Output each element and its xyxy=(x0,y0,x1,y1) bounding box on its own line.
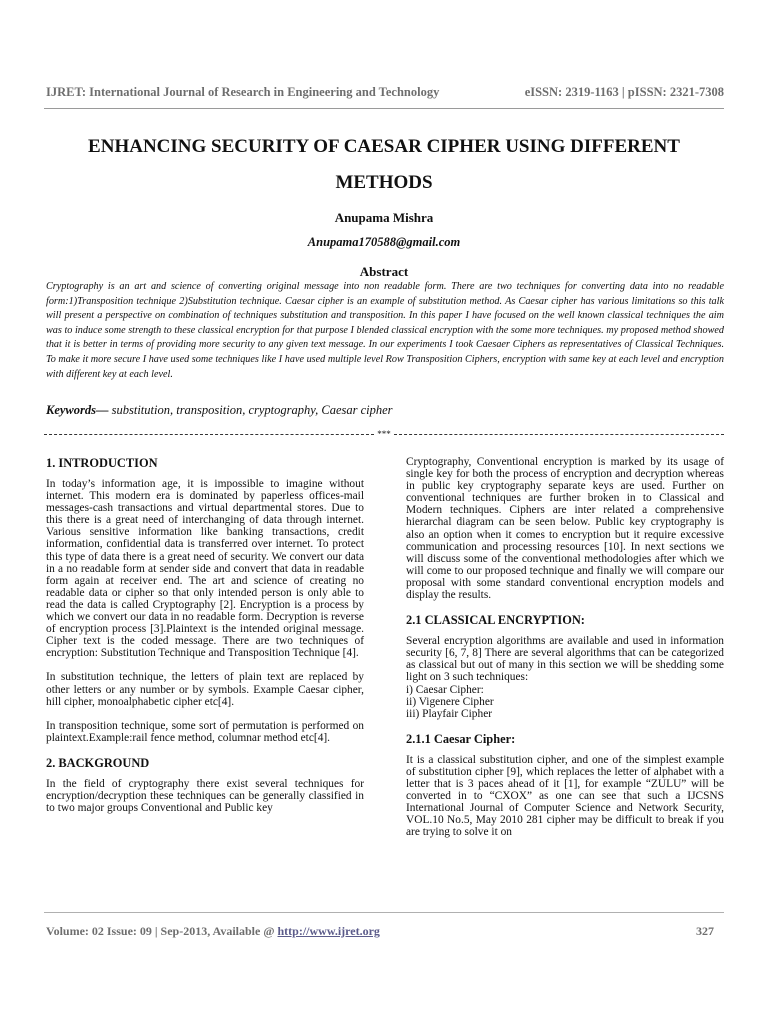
journal-website-link[interactable]: http://www.ijret.org xyxy=(277,924,380,938)
caesar-cipher-heading: 2.1.1 Caesar Cipher: xyxy=(406,731,516,746)
list-item-vigenere: ii) Vigenere Cipher xyxy=(406,695,494,708)
paper-title: ENHANCING SECURITY OF CAESAR CIPHER USING DIFFERENT METHODS xyxy=(88,136,680,193)
list-item-caesar: i) Caesar Cipher: xyxy=(406,683,484,696)
classical-encryption-heading: 2.1 CLASSICAL ENCRYPTION: xyxy=(406,613,585,628)
footer-volume-text: Volume: 02 Issue: 09 | Sep-2013, Available @ xyxy=(46,924,275,938)
keywords-label: Keywords— xyxy=(46,403,109,417)
separator-mark: *** xyxy=(377,429,391,439)
author-email: Anupama170588@gmail.com xyxy=(307,235,461,249)
left-column xyxy=(46,456,364,814)
right-column xyxy=(406,456,724,838)
section-separator xyxy=(44,427,724,441)
introduction-paragraph-1: In today’s information age, it is impossible to imagine without internet. This modern era is dominated by paperless offices-mail messages-cash transactions and virtual departmental stores. Due to this there is a great need of interchanging of data through internet. Various sensitive information like banking transactions, credit information, confidential data is transferred over internet. To protect this type of data there is a great need of security. We convert our data in a no readable form at sender side and convert that data in readable form again at receiver end. The art and science of creating no readable data or cipher so that only intended person is only able to read the data is called Cryptography [2]. Encryption is a process by which we convert our data in no readable form. Decryption is reverse of encryption process [3].Plaintext is the intended original message. Cipher text is the coded message. There are two techniques of encryption: Substitution Technique and Transposition Technique [4]. xyxy=(46,478,364,660)
running-header xyxy=(46,85,724,100)
header-divider xyxy=(44,108,724,109)
separator-dash-right xyxy=(394,434,724,435)
introduction-paragraph-2: In substitution technique, the letters of plain text are replaced by other letters or any number or by symbols. Example Caesar cipher, hill cipher, monoalphabetic cipher etc[4]. xyxy=(46,671,364,708)
introduction-heading: 1. INTRODUCTION xyxy=(46,456,158,470)
separator-dash-left xyxy=(44,434,374,435)
background-paragraph-continued: Cryptography, Conventional encryption is marked by its usage of single key for both the process of encryption and decryption whereas in public key cryptography separate keys are used. Further on conventional techniques are further broken in to Classical and Modern techniques. Ciphers are inter related a comprehensive hierarchal diagram can be seen below. Public key cryptography is also an option when it comes to encryption but it require excessive communication and processing resources [10]. In next sections we will discuss some of the conventional methodologies after which we will come to our proposed technique and finally we will compare our proposal with some standard conventional encryption models and display the results. xyxy=(406,456,724,602)
issn-info: eISSN: 2319-1163 | pISSN: 2321-7308 xyxy=(524,85,724,99)
footer-divider xyxy=(44,912,724,913)
keywords-text: substitution, transposition, cryptography, Caesar cipher xyxy=(111,403,393,417)
caesar-cipher-paragraph: It is a classical substitution cipher, and one of the simplest example of substitution cipher [9], which replaces the letter of alphabet with a letter that is 3 paces ahead of it [1], for example “ZULU” will be converted in to “CXOX” as one can see that such a IJCSNS International Journal of Computer Science and Network Security, VOL.10 No.5, May 2010 281 cipher may be difficult to break if you are trying to solve it on xyxy=(406,753,724,839)
footer-volume-info xyxy=(46,924,380,939)
page-footer xyxy=(46,924,714,939)
background-heading: 2. BACKGROUND xyxy=(46,755,150,770)
journal-name: IJRET: International Journal of Research in Engineering and Technology xyxy=(46,85,440,99)
background-paragraph-1: In the field of cryptography there exist several techniques for encryption/decryption these techniques can be generally classified in to two major groups Conventional and Public key xyxy=(46,777,364,815)
abstract-text: Cryptography is an art and science of converting original message into non readable form. There are two techniques for converting data into no readable form:1)Transposition technique 2)Substitution technique. Caesar cipher is an example of substitution method. As Caesar cipher has various limitations so this talk will present a perspective on combination of techniques substitution and transposition. In this paper I have focused on the well known classical techniques the aim was to induce some strength to these classical encryption for that purpose I blended classical encryption with the some more techniques. my proposed method showed that it is better in terms of providing more security to any given text message. In our experiments I took Caesaer Ciphers as representatives of Classical Techniques. To make it more secure I have used some techniques like I have used multiple level Row Transposition Ciphers, encryption with same key at each level and encryption with different key at each level. xyxy=(46,281,724,380)
abstract-heading: Abstract xyxy=(359,264,409,279)
introduction-paragraph-3: In transposition technique, some sort of permutation is performed on plaintext.Example:rail fence method, columnar method etc[4]. xyxy=(46,719,364,744)
page-number: 327 xyxy=(696,924,714,938)
list-item-playfair: iii) Playfair Cipher xyxy=(406,707,493,720)
keywords-line xyxy=(46,403,724,418)
author-name: Anupama Mishra xyxy=(334,210,434,225)
classical-encryption-paragraph: Several encryption algorithms are available and used in information security [6, 7, 8] There are several algorithms that can be categorized as classical but out of many in this section we will be shedding some light on 3 such techniques: xyxy=(406,635,724,684)
